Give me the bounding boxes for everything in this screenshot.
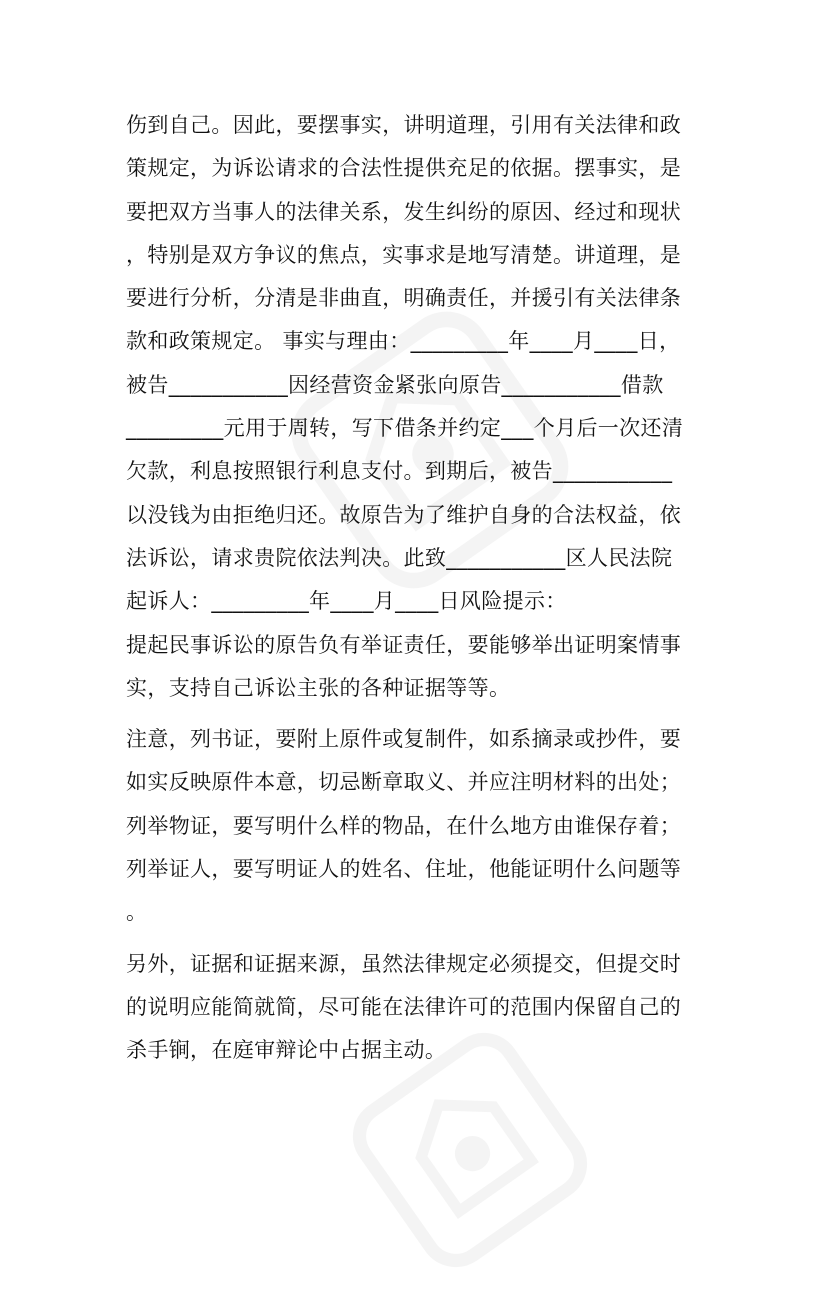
text-line: 实，支持自己诉讼主张的各种证据等等。 [126, 675, 511, 700]
text-line: ，特别是双方争议的焦点，实事求是地写清楚。讲道理，是 [126, 242, 682, 267]
paragraph-complaint-facts [126, 104, 706, 624]
text-line: 列举物证，要写明什么样的物品，在什么地方由谁保存着； [126, 813, 682, 838]
text-line: 起诉人：_________年____月____日风险提示： [126, 589, 567, 614]
text-line: 另外，证据和证据来源，虽然法律规定必须提交，但提交时 [126, 951, 682, 976]
text-line: 款和政策规定。 事实与理由：_________年____月____日， [126, 329, 681, 354]
paragraph-burden-of-proof [126, 624, 706, 711]
paragraph-evidence-notes [126, 718, 706, 934]
text-line: 以没钱为由拒绝归还。故原告为了维护自身的合法权益，依 [126, 502, 682, 527]
text-line: 提起民事诉讼的原告负有举证责任，要能够举出证明案情事 [126, 632, 682, 657]
paragraph-evidence-sources [126, 943, 706, 1073]
text-line: 被告___________因经营资金紧张向原告___________借款 [126, 372, 664, 397]
text-line: _________元用于周转，写下借条并约定___个月后一次还清 [126, 416, 684, 441]
text-line: 要进行分析，分清是非曲直，明确责任，并援引有关法律条 [126, 286, 682, 311]
text-line: 。 [126, 900, 148, 925]
text-line: 杀手锏，在庭审辩论中占据主动。 [126, 1038, 447, 1063]
paragraph-gap [126, 710, 706, 718]
text-line: 注意，列书证，要附上原件或复制件，如系摘录或抄件，要 [126, 727, 682, 752]
text-line: 如实反映原件本意，切忌断章取义、并应注明材料的出处； [126, 770, 682, 795]
text-line: 列举证人，要写明证人的姓名、住址，他能证明什么问题等 [126, 857, 682, 882]
document-body [126, 104, 706, 1073]
text-line: 伤到自己。因此，要摆事实，讲明道理，引用有关法律和政 [126, 113, 682, 137]
text-line: 要把双方当事人的法律关系，发生纠纷的原因、经过和现状 [126, 199, 682, 224]
text-line: 欠款，利息按照银行利息支付。到期后，被告___________ [126, 459, 673, 484]
paragraph-gap [126, 935, 706, 943]
text-line: 策规定，为诉讼请求的合法性提供充足的依据。摆事实，是 [126, 156, 682, 181]
text-line: 的说明应能简就简，尽可能在法律许可的范围内保留自己的 [126, 994, 682, 1019]
text-line: 法诉讼，请求贵院依法判决。此致___________区人民法院 [126, 545, 673, 570]
